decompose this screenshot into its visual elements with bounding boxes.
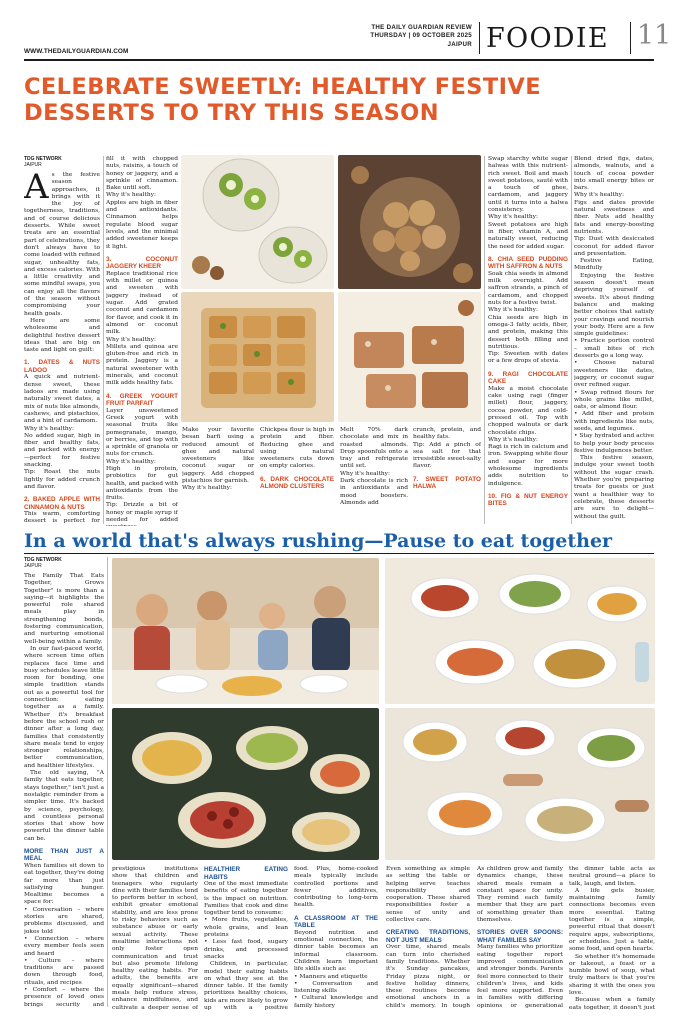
section-name: FOODIE	[486, 23, 609, 54]
byline: TDG NETWORK	[24, 156, 62, 162]
paragraph: Apples are high in fiber and antioxidants. Cinnamon helps regulate blood sugar levels, and the minimal added sweetener keeps it light.	[106, 199, 178, 250]
city: JAIPUR	[447, 40, 472, 48]
date-line: THURSDAY | 09 OCTOBER 2025	[370, 32, 472, 40]
masthead-rule	[24, 59, 654, 61]
list-item: • Conversation and listening skills	[294, 980, 378, 995]
story2-column-3	[204, 866, 288, 1010]
subhead: 3. COCONUT JAGGERY KHEER	[106, 255, 178, 271]
photo-baklava	[181, 292, 334, 422]
photo-hands-sharing	[385, 708, 655, 860]
paragraph: This warm, comforting dessert is perfect for	[24, 511, 100, 525]
list-item: • Culture – where traditions are passed down through food, rituals, and recipes	[24, 957, 104, 986]
paragraph: The old saying, "A family that eats together, stays together," isn't just a nostalgic reminder from a simpler time. It's backed by science, psychology, and countless personal stories that show how powerful the dinner table can be.	[24, 770, 104, 842]
subhead: CREATING TRADITIONS, NOT JUST MEALS	[386, 929, 470, 944]
paragraph: Tip: Add a pinch of sea salt for that irresistible sweet-salty flavor.	[413, 441, 481, 470]
paragraph: Why it's healthy:	[488, 436, 538, 443]
paragraph: In our fast-paced world, where screen time often replaces face time and busy schedules leave little room for bonding, one simple tradition stands out as a powerful tool for connection: eating together as a family. Whether it's breakfast before the school rush or dinner after a long day, families that consistently share meals tend to enjoy stronger relationships, better communication, and healthier lifestyles.	[24, 645, 104, 769]
byline: TDG NETWORK	[24, 557, 62, 563]
paragraph: Why it's healthy:	[106, 192, 156, 199]
story2-column-1	[24, 557, 104, 1009]
paragraph: Dark chocolate is rich in antioxidants and mood boosters. Almonds add	[340, 478, 408, 506]
paragraph: A quick and nutrient-dense sweet, these ladoos are made using naturally sweet dates, a mix of nuts like almonds, cashews, and pistachios, and a hint of cardamom.	[24, 374, 100, 425]
story1-column-6	[413, 427, 481, 525]
column-rule	[103, 156, 104, 524]
paragraph: So whether it's homemade or takeout, a feast or a humble bowl of soup, what truly matters is that you're sharing it with the ones you love.	[569, 953, 655, 997]
story1-headline: CELEBRATE SWEETLY: HEALTHY FESTIVE DESSERTS TO TRY THIS SEASON	[24, 74, 541, 126]
paragraph: Why it's healthy:	[106, 458, 156, 465]
dateline: JAIPUR	[24, 563, 42, 569]
story2-headline: In a world that's always rushing—Pause to eat together	[24, 530, 613, 552]
subhead: STORIES OVER SPOONS: WHAT FAMILIES SAY	[477, 929, 563, 944]
photo-energy-bars	[338, 292, 481, 422]
story2-column-5	[386, 866, 470, 1010]
subhead: 8. CHIA SEED PUDDING WITH SAFFRON & NUTS	[488, 255, 568, 271]
subhead: 6. DARK CHOCOLATE ALMOND CLUSTERS	[260, 475, 334, 491]
paragraph: Many families who prioritize eating together report improved communication and stronger bonds. Parents feel more connected to their children's lives, and kids feel more supported. Even in families with differing opinions or generational	[477, 944, 563, 1009]
paragraph: High in protein, probiotics for gut health, and packed with antioxidants from the fruits.	[106, 465, 178, 502]
subhead: MORE THAN JUST A MEAL	[24, 847, 104, 863]
paragraph: Ragi is rich in calcium and iron. Swapping white flour and sugar for more wholesome ingredients adds nutrition to indulgence.	[488, 444, 568, 487]
website-url[interactable]: WWW.THEDAILYGUARDIAN.COM	[24, 48, 129, 55]
paragraph: A life gets busier, maintaining family connections becomes even more essential. Eating together is a simple, powerful ritual that doesn't require apps, subscriptions, or schedules. Just a table, some food, and open hearts.	[569, 887, 655, 953]
list-item: • Add fiber and protein with ingredients like nuts, seeds, and legumes.	[574, 411, 654, 432]
story1-column-8	[574, 156, 654, 526]
paragraph: As children grow and family dynamics change, these shared meals remain a constant space for unity. They remind each family member that they are part of something greater than themselves.	[477, 866, 563, 924]
list-item: • More fruits, vegetables, whole grains, and lean proteins	[204, 917, 288, 939]
story1-column-1	[24, 156, 100, 526]
paragraph: Tip: Sweeten with dates or a few drops of stevia.	[488, 351, 568, 365]
intro-text: s the festive season approaches, it brings with it the joy of togetherness, traditions, and of course delicious desserts. While sweet treats are an essential part of celebrations, they don't always have to come loaded with refined sugar, unhealthy fats, and excess calories. With a little creativity and some mindful swaps, you can enjoy all the flavors of the season without compromising your health goals.	[24, 172, 100, 317]
list-item: • Choose natural sweeteners like dates, jaggery, or coconut sugar over refined sugar.	[574, 360, 654, 389]
paragraph: food. Plus, home-cooked meals typically include controlled portions and fewer additives, contributing to long-term health.	[294, 866, 378, 909]
column-rule	[571, 156, 572, 524]
paragraph: Tip: Roast the nuts lightly for added crunch and flavor.	[24, 469, 100, 490]
dateline: JAIPUR	[24, 162, 42, 168]
paragraph: The Family That Eats Together, Grows Together" is more than a saying—it highlights the powerful role shared meals play in strengthening bonds, fostering communication, and nurturing emotional well-being within a family.	[24, 573, 104, 645]
paragraph: Chickpea flour is high in protein and fiber. Reducing ghee and using natural sweeteners cuts down on empty calories.	[260, 427, 334, 470]
paragraph: Millets and quinoa are gluten-free and rich in protein. Jaggery is a natural sweetener with minerals, and coconut milk adds healthy fats.	[106, 343, 178, 387]
paragraph: This festive season, indulge your sweet tooth without the sugar crash. Whether you're preparing treats for guests or just want a healthier way to celebrate, these desserts are sure to delight—without the guilt.	[574, 455, 654, 520]
subhead: 9. RAGI CHOCOLATE CAKE	[488, 370, 568, 386]
paper-info	[346, 24, 472, 49]
story1-column-4	[260, 427, 334, 525]
divider	[479, 22, 480, 54]
paragraph: Chia seeds are high in omega-3 fatty acids, fiber, and protein, making this dessert both filling and nutritious.	[488, 314, 568, 350]
paragraph: Because when a family eats together, it doesn't just	[569, 997, 655, 1010]
paragraph: Why it's healthy:	[340, 470, 390, 477]
paragraph: Why it's healthy:	[106, 336, 156, 343]
paper-name: THE DAILY GUARDIAN REVIEW	[371, 24, 472, 31]
photo-ladoo	[338, 155, 481, 289]
paragraph: prestigious institutions show that children and teenagers who regularly dine with their families tend to perform better in school, exhibit greater emotional stability, and are less prone to risky behaviors such as substance abuse or early sexual activity. These mealtime interactions not only foster open communication and trust but also promote lifelong healthy eating habits. For adults, the benefits are equally significant—shared meals help reduce stress, enhance mindfulness, and cultivate a deeper sense of	[112, 866, 198, 1010]
paragraph: Layer unsweetened Greek yogurt with seasonal fruits like pomegranate, mango, or berries, and top with a sprinkle of granola or nuts for crunch.	[106, 407, 178, 458]
paragraph: No added sugar, high in fiber and healthy fats, and packed with energy—perfect for festive snacking.	[24, 432, 100, 468]
paragraph: Festive Eating, Mindfully	[574, 258, 654, 272]
story1-column-5	[340, 427, 408, 525]
masthead	[24, 14, 672, 64]
paragraph: fill it with chopped nuts, raisins, a touch of honey or jaggery, and a sprinkle of cinnamon. Bake until soft.	[106, 156, 178, 192]
paragraph: When families sit down to eat together, they're doing far more than just satisfying hunger. Mealtime becomes a space for:	[24, 862, 104, 906]
paragraph: Over time, shared meals can turn into cherished family traditions. Whether it's Sunday pancakes, Friday pizza night, or festive holiday dinners, these routines become emotional anchors in a child's memory. In tough	[386, 944, 470, 1009]
page-number: 11	[637, 20, 672, 51]
list-item: • Comfort – where the presence of loved ones brings security and	[24, 987, 104, 1008]
list-item: • Swap refined flours for whole grains like millet, oats, or almond flour.	[574, 389, 654, 411]
paragraph: Blend dried figs, dates, almonds, walnuts, and a touch of cocoa powder into small energy bites or bars.	[574, 156, 654, 192]
list-item: • Manners and etiquette	[294, 973, 368, 980]
paragraph: Tip: Dust with desiccated coconut for added flavor and presentation.	[574, 236, 654, 257]
paragraph: the dinner table acts as neutral ground—a place to talk, laugh, and listen.	[569, 866, 655, 887]
list-item: • Less fast food, sugary drinks, and processed snacks	[204, 939, 288, 960]
paragraph: Melt 70% dark chocolate and mix in roasted almonds. Drop spoonfuls onto a tray and refrigerate until set.	[340, 427, 408, 470]
photo-family-dinner	[112, 558, 379, 704]
subhead: 1. DATES & NUTS LADOO	[24, 359, 100, 374]
photo-fruit-parfait	[181, 155, 334, 289]
story2-column-6	[477, 866, 563, 1010]
subhead: A CLASSROOM AT THE TABLE	[294, 914, 378, 930]
paragraph: Why it's healthy:	[24, 425, 74, 432]
paragraph: Tip: Drizzle a bit of honey or maple syrup if needed for added	[106, 502, 178, 524]
paragraph: Here are some wholesome and delightful festive dessert ideas that are big on taste and light on guilt:	[24, 317, 100, 354]
paragraph: Make your favorite besan barfi using a reduced amount of ghee and natural sweeteners like coconut sugar or jaggery. Add chopped pistachios for garnish.	[182, 427, 254, 485]
paragraph: Swap starchy white sugar halwas with this nutrient-rich sweet. Boil and mash sweet potatoes, sauté with a touch of ghee, cardamom, and jaggery until it turns into a halwa consistency.	[488, 156, 568, 214]
column-rule	[484, 156, 485, 524]
drop-cap: A	[24, 167, 49, 207]
list-item: • Practice portion control – small bites of rich desserts go a long way.	[574, 338, 654, 360]
subhead: 10. FIG & NUT ENERGY BITES	[488, 492, 568, 508]
photo-indian-meal	[112, 708, 379, 860]
headline-rule	[24, 553, 654, 554]
column-rule	[107, 557, 108, 1007]
story1-column-3	[182, 427, 254, 525]
paragraph: crunch, protein, and healthy fats.	[413, 427, 481, 441]
list-item: • Stay hydrated and active to help your body process festive indulgences better.	[574, 433, 654, 454]
paragraph: Figs and dates provide natural sweetness and fiber. Nuts add healthy fats and energy-boosting nutrients.	[574, 199, 654, 235]
subhead: HEALTHIER EATING HABITS	[204, 866, 288, 881]
paragraph: Even something as simple as setting the table or helping serve teaches responsibility and cooperation. These shared responsibilities foster a sense of unity and collective care.	[386, 866, 470, 924]
subhead: 2. BAKED APPLE WITH CINNAMON & NUTS	[24, 496, 100, 511]
paragraph: Why it's healthy:	[488, 307, 538, 314]
paragraph: Soak chia seeds in almond milk overnight. Add saffron strands, a pinch of cardamom, and chopped nuts for a festive twist.	[488, 270, 568, 307]
photo-table-dishes	[385, 558, 655, 704]
subhead: 7. SWEET POTATO HALWA	[413, 475, 481, 491]
paragraph: Sweet potatoes are high in fiber, vitamin A, and naturally sweet, reducing the need for added sugar.	[488, 221, 568, 250]
story2-column-2	[112, 866, 198, 1010]
subhead: 4. GREEK YOGURT FRUIT PARFAIT	[106, 392, 178, 408]
story1-column-7	[488, 156, 568, 526]
list-item: • Conversation – where stories are shared, problems discussed, and jokes told	[24, 906, 104, 935]
paragraph: Why it's healthy:	[574, 192, 624, 199]
paragraph: Why it's healthy:	[182, 485, 232, 492]
story2-column-7	[569, 866, 655, 1010]
list-item: • Cultural knowledge and family history	[294, 995, 378, 1009]
paragraph: One of the most immediate benefits of eating together is the impact on nutrition. Families that cook and dine together tend to consume:	[204, 881, 288, 917]
paragraph: Beyond nutrition and emotional connection, the dinner table becomes an informal classroom. Children learn important life skills such as:	[294, 929, 378, 973]
paragraph: Make a moist chocolate cake using ragi (finger millet) flour, jaggery, cocoa powder, and cold-pressed oil. Top with chopped walnuts or dark chocolate chips.	[488, 385, 568, 436]
paragraph: Enjoying the festive season doesn't mean depriving yourself of sweets. It's about finding balance and making better choices that satisfy your cravings and nourish your body. Here are a few simple guidelines:	[574, 272, 654, 338]
story1-column-2	[106, 156, 178, 526]
paragraph: Why it's healthy:	[488, 214, 538, 221]
paragraph: Children, in particular, model their eating habits on what they see at the dinner table. If the family prioritizes healthy choices, kids are more likely to grow up with a positive	[204, 961, 288, 1010]
story2-column-4	[294, 866, 378, 1010]
divider	[630, 22, 631, 54]
list-item: • Connection – where every member feels seen and heard	[24, 935, 104, 957]
paragraph: Replace traditional rice with millet or quinoa and sweeten with jaggery instead of sugar. Add grated coconut and cardamom for flavor, and cook it in almond or coconut milk.	[106, 270, 178, 336]
